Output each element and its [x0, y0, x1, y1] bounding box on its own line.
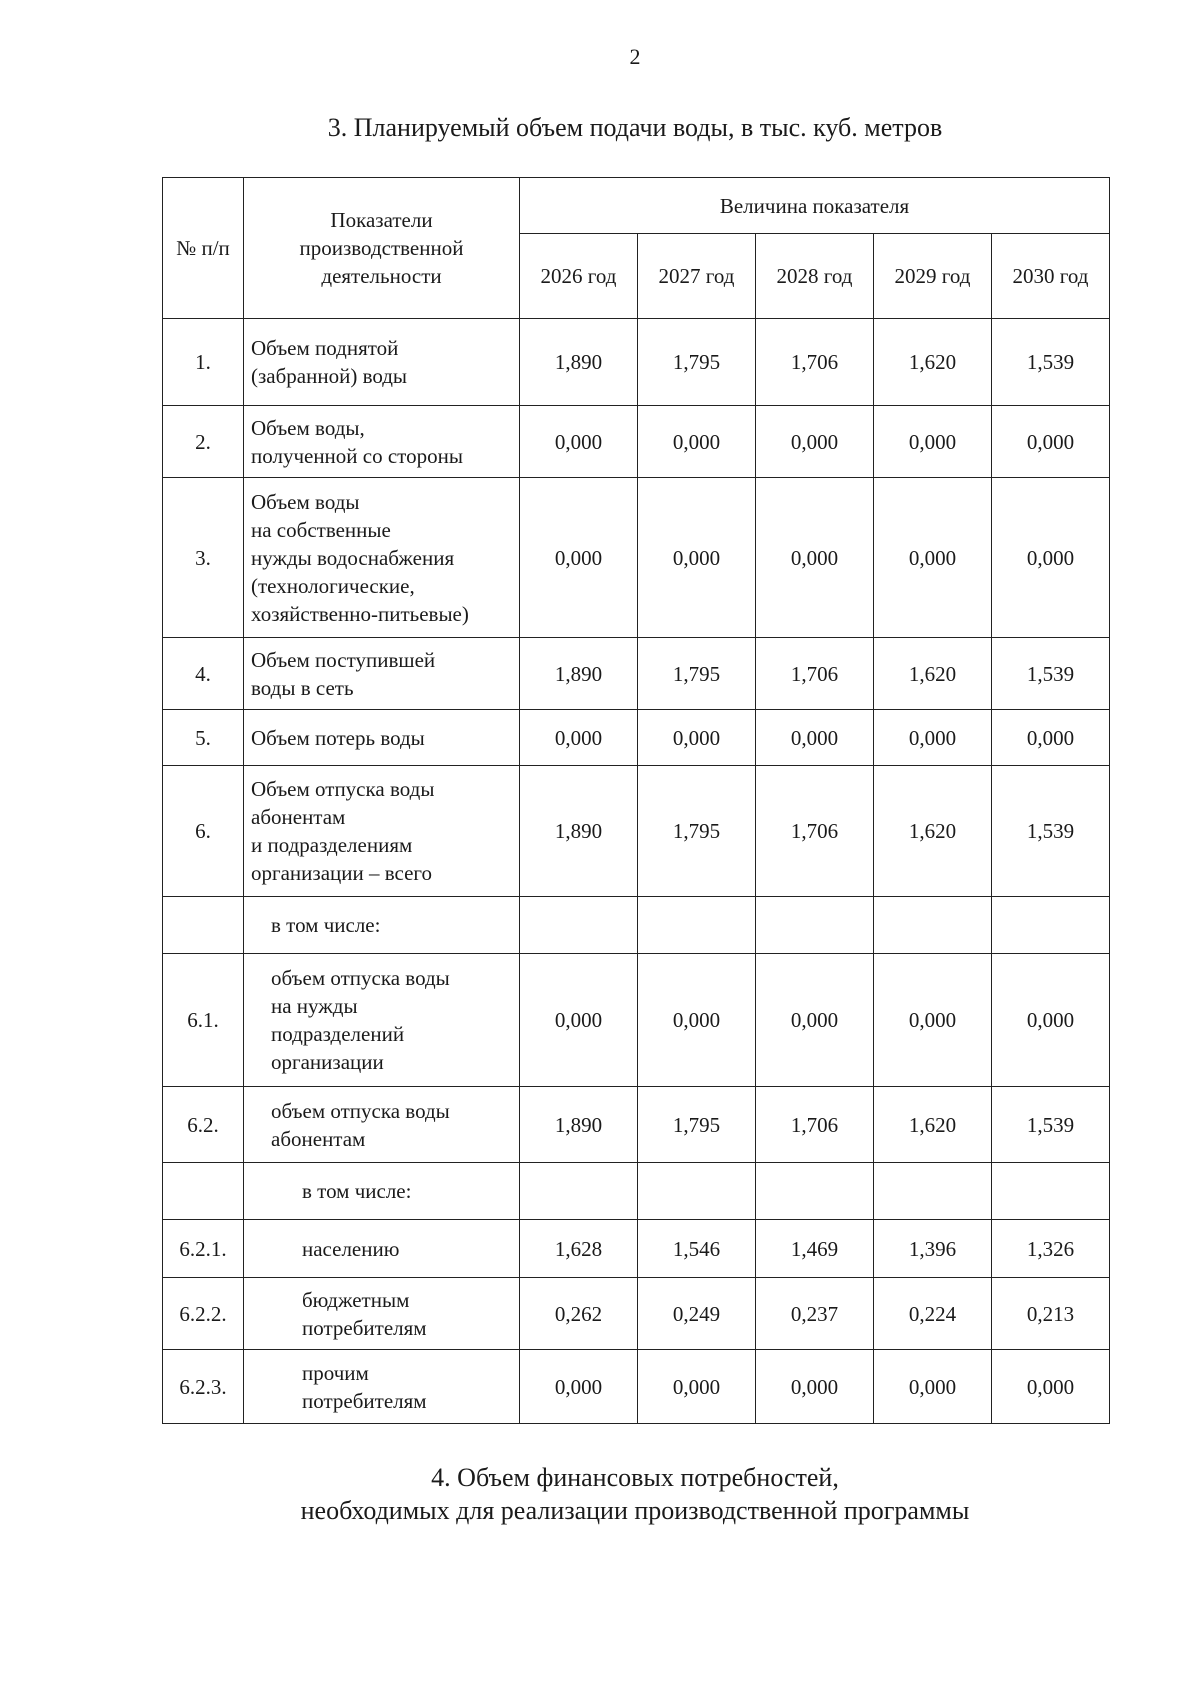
row-value: 1,326: [992, 1220, 1110, 1278]
row-value: 0,000: [638, 710, 756, 766]
row-value: 0,000: [992, 710, 1110, 766]
row-value: [638, 1163, 756, 1220]
row-value: 0,000: [520, 1350, 638, 1424]
header-year: 2027 год: [638, 234, 756, 319]
row-value: 0,000: [520, 954, 638, 1087]
row-value: 1,539: [992, 319, 1110, 406]
row-value: 0,000: [874, 1350, 992, 1424]
row-name: бюджетным потребителям: [244, 1278, 520, 1350]
row-value: 0,000: [638, 478, 756, 638]
row-value: 1,706: [756, 638, 874, 710]
table-row: [163, 1087, 1110, 1163]
row-value: 0,000: [756, 1350, 874, 1424]
row-value: 0,000: [756, 406, 874, 478]
row-name: Объем воды, полученной со стороны: [244, 406, 520, 478]
table-row: [163, 478, 1110, 638]
row-name: в том числе:: [244, 897, 520, 954]
row-name: объем отпуска воды абонентам: [244, 1087, 520, 1163]
row-num: 6.2.1.: [163, 1220, 244, 1278]
row-value: 0,000: [638, 406, 756, 478]
table-row: [163, 319, 1110, 406]
section-4-title-line2: необходимых для реализации производственной программы: [300, 1496, 970, 1525]
row-num: 4.: [163, 638, 244, 710]
row-value: 0,000: [520, 710, 638, 766]
row-value: [520, 1163, 638, 1220]
row-num: 6.2.2.: [163, 1278, 244, 1350]
row-value: [638, 897, 756, 954]
row-value: 1,620: [874, 1087, 992, 1163]
section-4-title: [0, 1461, 1200, 1527]
row-num: [163, 1163, 244, 1220]
row-value: [520, 897, 638, 954]
row-value: 1,795: [638, 1087, 756, 1163]
row-value: 1,890: [520, 766, 638, 897]
row-value: 1,396: [874, 1220, 992, 1278]
row-value: 1,795: [638, 638, 756, 710]
row-value: 1,539: [992, 766, 1110, 897]
row-value: [992, 897, 1110, 954]
row-value: 1,620: [874, 638, 992, 710]
table-row: [163, 1220, 1110, 1278]
row-name: Объем потерь воды: [244, 710, 520, 766]
row-value: 0,000: [520, 406, 638, 478]
row-value: 0,000: [756, 710, 874, 766]
row-value: [874, 897, 992, 954]
row-name: Объем воды на собственные нужды водоснабжения (технологические, хозяйственно-питьевые): [244, 478, 520, 638]
row-value: 0,000: [874, 954, 992, 1087]
header-num: № п/п: [163, 178, 244, 319]
table-row: [163, 897, 1110, 954]
row-value: 0,000: [992, 1350, 1110, 1424]
row-value: 0,000: [874, 710, 992, 766]
header-year: 2026 год: [520, 234, 638, 319]
row-num: 6.1.: [163, 954, 244, 1087]
section-4-title-line1: 4. Объем финансовых потребностей,: [431, 1463, 839, 1492]
row-value: [756, 1163, 874, 1220]
row-name: прочим потребителям: [244, 1350, 520, 1424]
row-name: Объем отпуска воды абонентам и подразделениям организации – всего: [244, 766, 520, 897]
row-value: 1,706: [756, 1087, 874, 1163]
table-row: [163, 406, 1110, 478]
row-value: 1,795: [638, 766, 756, 897]
row-value: 0,000: [874, 406, 992, 478]
row-value: 1,628: [520, 1220, 638, 1278]
table-row: [163, 766, 1110, 897]
header-year: 2028 год: [756, 234, 874, 319]
page-number: 2: [629, 44, 641, 69]
row-value: 1,620: [874, 766, 992, 897]
row-value: 1,620: [874, 319, 992, 406]
row-value: 1,890: [520, 1087, 638, 1163]
row-num: 1.: [163, 319, 244, 406]
table-row: [163, 638, 1110, 710]
section-3-title: 3. Планируемый объем подачи воды, в тыс. куб. метров: [327, 113, 943, 142]
row-num: 6.2.: [163, 1087, 244, 1163]
row-value: 0,000: [992, 406, 1110, 478]
row-value: 1,539: [992, 1087, 1110, 1163]
row-num: 3.: [163, 478, 244, 638]
table-row: [163, 1350, 1110, 1424]
row-name: Объем поднятой (забранной) воды: [244, 319, 520, 406]
row-num: 2.: [163, 406, 244, 478]
row-name: в том числе:: [244, 1163, 520, 1220]
row-value: [992, 1163, 1110, 1220]
row-num: 6.: [163, 766, 244, 897]
row-value: 1,890: [520, 638, 638, 710]
header-row: [163, 178, 1110, 234]
row-value: 0,000: [756, 954, 874, 1087]
row-value: 0,000: [874, 478, 992, 638]
table-row: [163, 1163, 1110, 1220]
row-value: 0,000: [638, 954, 756, 1087]
row-value: 1,469: [756, 1220, 874, 1278]
header-indicator: Показатели производственной деятельности: [244, 178, 520, 319]
row-name: Объем поступившей воды в сеть: [244, 638, 520, 710]
header-year: 2029 год: [874, 234, 992, 319]
table-row: [163, 954, 1110, 1087]
row-value: 0,213: [992, 1278, 1110, 1350]
row-value: 0,000: [638, 1350, 756, 1424]
table-row: [163, 710, 1110, 766]
header-year: 2030 год: [992, 234, 1110, 319]
row-value: 0,224: [874, 1278, 992, 1350]
row-name: населению: [244, 1220, 520, 1278]
row-num: 6.2.3.: [163, 1350, 244, 1424]
row-num: 5.: [163, 710, 244, 766]
row-value: 0,249: [638, 1278, 756, 1350]
row-value: 0,237: [756, 1278, 874, 1350]
row-value: 1,890: [520, 319, 638, 406]
row-value: 0,000: [992, 954, 1110, 1087]
water-supply-table: [162, 177, 1110, 1424]
row-value: 0,000: [520, 478, 638, 638]
row-value: 1,546: [638, 1220, 756, 1278]
row-value: 0,262: [520, 1278, 638, 1350]
header-value-group: Величина показателя: [520, 178, 1110, 234]
row-value: 1,706: [756, 766, 874, 897]
row-name: объем отпуска воды на нужды подразделений организации: [244, 954, 520, 1087]
row-value: [874, 1163, 992, 1220]
row-value: 0,000: [992, 478, 1110, 638]
row-value: 0,000: [756, 478, 874, 638]
table-row: [163, 1278, 1110, 1350]
row-value: 1,706: [756, 319, 874, 406]
row-value: 1,539: [992, 638, 1110, 710]
row-num: [163, 897, 244, 954]
row-value: [756, 897, 874, 954]
row-value: 1,795: [638, 319, 756, 406]
